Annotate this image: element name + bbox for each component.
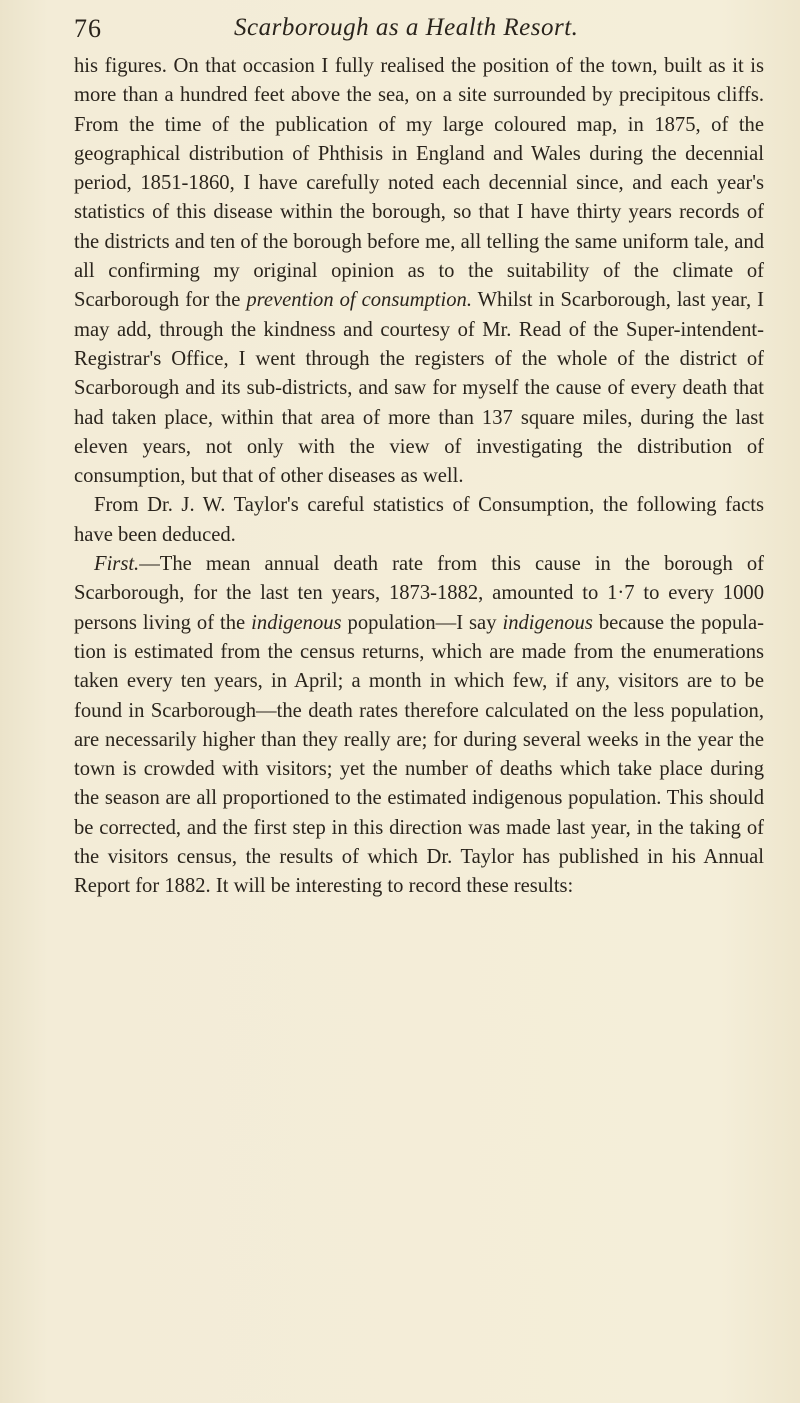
paragraph-3-heading: First.: [94, 553, 140, 576]
paragraph-3-italic-indigenous-2: indigenous: [502, 611, 593, 634]
paragraph-1-text-a: his figures. On that occasion I fully realised the position of the town, built as it is more than a hundred feet above the sea, on a site surrounded by precipitous cliffs. From the time of the publication of my large coloured map, in 1875, of the geographical distribution of Phthisis in England and Wales during the decennial period, 1851-1860, I have carefully noted each decennial since, and each year's statistics of this disease within the borough, so that I have thirty years records of the districts and ten of the borough before me, all telling the same uniform tale, and all confirming my original opinion as to the suitability of the climate of Scarborough for the: [74, 55, 764, 312]
paragraph-3-italic-indigenous-1: indigenous: [251, 611, 342, 634]
paragraph-1: [74, 52, 764, 491]
page-number: 76: [74, 14, 102, 43]
paragraph-2-text: From Dr. J. W. Taylor's careful statistics of Consumption, the following facts have been deduced.: [74, 494, 764, 546]
page-header: [74, 14, 764, 54]
paragraph-1-text-c: Whilst in Scarborough, last year, I may add, through the kindness and courtesy of Mr. Read of the Super-intendent-Registrar's Office, I went through the registers of the whole of the district of Scarborough and its sub-districts, and saw for myself the cause of every death that had taken place, within that area of more than 137 square miles, during the last eleven years, not only with the view of investigating the distribution of consumption, but that of other diseases as well.: [74, 289, 764, 488]
paragraph-3-text-f: because the popula-tion is estimated from the census returns, which are made from the enumerations taken every ten years, in April; a month in which few, if any, visitors are to be found in Scarborough—the death rates therefore calculated on the less population, are necessarily higher than they really are; for during several weeks in the year the town is crowded with visitors; yet the number of deaths which take place during the season are all proportioned to the estimated indigenous population. This should be corrected, and the first step in this direction was made last year, in the taking of the visitors census, the results of which Dr. Taylor has published in his Annual Report for 1882. It will be interesting to record these results:: [74, 611, 765, 898]
paragraph-2: [74, 491, 764, 550]
paragraph-3-text-d: population—I say: [341, 611, 503, 634]
paragraph-1-italic-phrase: prevention of consumption.: [246, 289, 472, 312]
paragraph-3-text-b: —The mean annual death rate from this cause in the borough of Scarborough, for the last ten years, 1873-1882, amounted to 1·7 to every 1000 persons living of the: [74, 553, 764, 634]
body-text: [74, 52, 764, 902]
running-title: Scarborough as a Health Resort.: [234, 14, 579, 41]
paragraph-3: [74, 550, 764, 902]
